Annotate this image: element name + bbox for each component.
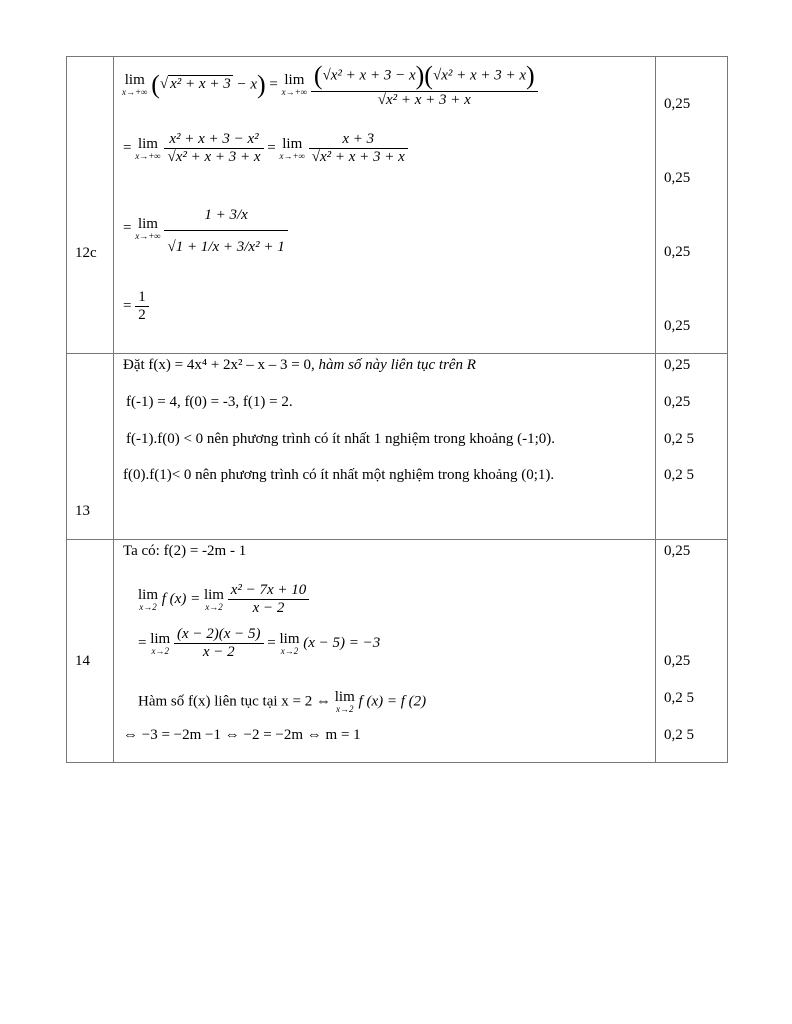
question-number-cell: [67, 540, 114, 763]
score-cell: [656, 540, 728, 763]
solution-line-3: = lim x→2 $\frac{(x - 2)(x - 5)}{x - 2}$ = lim x→2 (x − 5) = −3: [138, 626, 381, 660]
score: 0,2 5: [664, 690, 694, 706]
lim-operator: lim x→+∞: [122, 72, 148, 97]
score: 0,2 5: [664, 727, 694, 743]
table-row: [67, 540, 728, 763]
solution-line-3: f(-1).f(0) < 0 nên phương trình có ít nhất 1 nghiệm trong khoảng (-1;0).: [126, 431, 556, 447]
question-number: 12c: [75, 245, 97, 261]
score: 0,2 5: [664, 431, 694, 447]
solution-intro: Ta có: f(2) = -2m - 1: [123, 543, 247, 559]
table-row: [67, 354, 728, 540]
question-number: 14: [75, 653, 90, 669]
score: 0,25: [664, 96, 691, 112]
question-number-cell: [67, 354, 114, 540]
score-cell: [656, 57, 728, 354]
question-number-cell: [67, 57, 114, 354]
solution-cell: [114, 57, 656, 354]
solution-line-4: = $\frac{1}{2}$: [123, 289, 149, 324]
fraction: $\frac{\text{(√x² + x + 3 − x)(√x² + x + 3 + x)}}{\text{√x² + x + 3 + x}}$: [311, 61, 538, 109]
score: 0,25: [664, 357, 691, 373]
question-number: 13: [75, 503, 90, 519]
solution-line-2: lim x→2 f (x) = lim x→2 $\frac{\text{x² − 7x + 10}}{x - 2}$: [138, 582, 309, 617]
solution-line-1: Đặt f(x) = 4x⁴ + 2x² – x – 3 = 0, hàm số này liên tục trên R: [123, 357, 476, 373]
solution-line-5: ⇔ −3 = −2m −1 ⇔ −2 = −2m ⇔ m = 1: [123, 727, 361, 743]
solution-line-3: = lim x→+∞ $\frac{1 + 3/x}{\text{√1 + 1/x + 3/x² + 1}}$: [123, 201, 288, 256]
table-row: [67, 57, 728, 354]
solution-cell: [114, 354, 656, 540]
solution-line-2: = lim x→+∞ $\frac{\text{x² + x + 3 − x²}}{\text{√x² + x + 3 + x}}$ = lim x→+∞ $\frac{x + 3}{\text{√x² + x + 3 + x}}$: [123, 131, 408, 166]
score: 0,25: [664, 543, 691, 559]
score: 0,2 5: [664, 467, 694, 483]
answer-table: [66, 56, 728, 763]
solution-line-4: f(0).f(1)< 0 nên phương trình có ít nhất một nghiệm trong khoảng (0;1).: [123, 467, 555, 483]
score-cell: [656, 354, 728, 540]
solution-line-4: Hàm số f(x) liên tục tại x = 2 ⇔ lim x→2 f (x) = f (2): [138, 689, 427, 714]
solution-line-1: lim x→+∞ (√ x² + x + 3 − x) = lim x→+∞ $\frac{\text{(√x² + x + 3 − x)(√x² + x + 3 + x)}}{\text{√x² + x + 3 + x}}$: [122, 61, 538, 109]
score: 0,25: [664, 170, 691, 186]
solution-line-2: f(-1) = 4, f(0) = -3, f(1) = 2.: [126, 394, 293, 410]
score: 0,25: [664, 394, 691, 410]
score: 0,25: [664, 318, 691, 334]
score: 0,25: [664, 653, 691, 669]
solution-cell: [114, 540, 656, 763]
score: 0,25: [664, 244, 691, 260]
